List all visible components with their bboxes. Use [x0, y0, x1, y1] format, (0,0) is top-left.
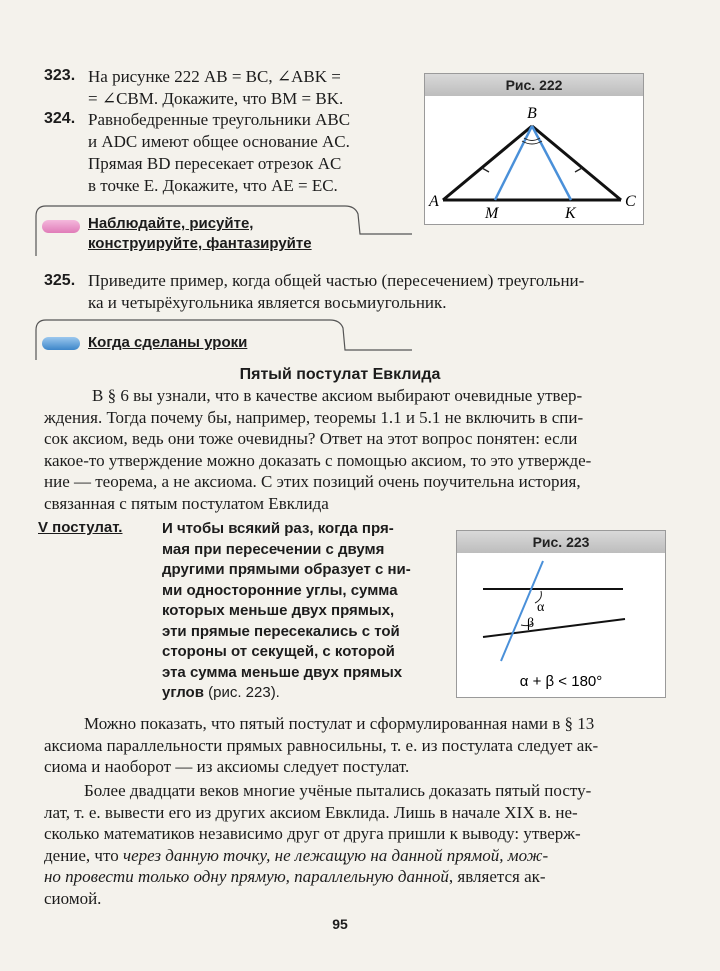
section-2-pill [42, 337, 80, 350]
intro-line: связанная с пятым постулатом Евклида [44, 493, 329, 513]
article-heading: Пятый постулат Евклида [239, 366, 441, 383]
problem-324-line: в точке E. Докажите, что AE = EC. [88, 176, 338, 195]
problem-323-text [88, 66, 418, 110]
paragraph-3-line: сколько математиков независимо друг от друга пришли к выводу: утверж- [44, 824, 581, 844]
figure-223-drawing [457, 553, 665, 697]
paragraph-3 [44, 780, 688, 910]
postulate-line: которых меньше двух прямых, [162, 602, 395, 619]
beta-label: β [527, 616, 535, 631]
problem-325-text [88, 270, 688, 313]
section-1-title-line: Наблюдайте, рисуйте, [88, 215, 254, 232]
paragraph-3-line [44, 866, 688, 888]
intro-line: В § 6 вы узнали, что в качестве аксиом выбирают очевидные утвер- [92, 386, 583, 405]
postulate-text [162, 519, 438, 704]
paragraph-2-line: сиома и наоборот — из аксиомы следует постулат. [44, 757, 410, 777]
postulate-line: ми односторонние углы, сумма [162, 581, 398, 599]
paragraph-3-text: дение, что [44, 845, 123, 865]
line-lower [483, 619, 625, 637]
intro-line: какое-то утверждение можно доказать с помощью аксиом, то это утвержде- [44, 450, 592, 470]
intro-line: ние — теорема, а не аксиома. С этих позиций очень поучительна история, [44, 472, 581, 492]
intro-paragraph [44, 385, 688, 515]
section-1-title-line: конструируйте, фантазируйте [88, 235, 312, 252]
label-b: B [527, 105, 537, 122]
paragraph-2-line: Можно показать, что пятый постулат и сформулированная нами в § 13 [84, 714, 595, 733]
problem-324-line: и ADC имеют общее основание AC. [88, 132, 350, 151]
postulate-line: И чтобы всякий раз, когда пря- [162, 520, 394, 537]
postulate-line: мая при пересечении с двумя [162, 540, 385, 558]
section-1-pill [42, 220, 80, 233]
figure-223-title: Рис. 223 [457, 531, 665, 553]
label-c: C [625, 193, 636, 210]
figure-223-caption: α + β < 180° [519, 673, 603, 690]
section-2-title: Когда сделаны уроки [88, 334, 248, 351]
segment-ab [443, 126, 532, 200]
paragraph-3-line: сиомой. [44, 888, 102, 908]
postulate-last-line [162, 683, 438, 704]
label-a: A [429, 193, 439, 210]
label-m: M [485, 205, 499, 222]
postulate-line: другими прямыми образует с ни- [162, 561, 411, 578]
segment-bm [495, 126, 532, 200]
problem-323-line: = ∠CBM. Докажите, что BM = BK. [88, 89, 344, 108]
figure-222-drawing [425, 96, 643, 224]
intro-line: сок аксиом, ведь они тоже очевидны? Ответ на этот вопрос понятен: если [44, 429, 578, 449]
paragraph-3-line: Более двадцати веков многие учёные пытались доказать пятый посту- [84, 781, 592, 800]
problem-325-line: Приведите пример, когда общей частью (пересечением) треугольни- [88, 271, 585, 290]
figure-223 [456, 530, 666, 698]
postulate-label: V постулат. [38, 519, 123, 536]
problem-324-line: Равнобедренные треугольники ABC [88, 110, 351, 129]
paragraph-3-italic: через данную точку, не лежащую на данной прямой, мож- [122, 845, 549, 865]
segment-bk [532, 126, 571, 200]
figure-222 [424, 73, 644, 225]
paragraph-3-text: , является ак- [448, 867, 546, 887]
tick-mark-bc [575, 168, 582, 172]
label-k: K [565, 205, 576, 222]
paragraph-3-italic: но провести только одну прямую, параллельную данной [44, 867, 449, 887]
problem-324-number: 324. [44, 110, 76, 127]
paragraph-3-line: лат, т. е. вывести его из других аксиом Евклида. Лишь в начале XIX в. не- [44, 802, 578, 822]
tick-mark-ab [482, 168, 489, 172]
intro-line: ждения. Тогда почему бы, например, теоремы 1.1 и 5.1 не включить в спи- [44, 407, 584, 427]
section-1-title [88, 214, 312, 254]
page-number: 95 [332, 916, 348, 932]
problem-325-number: 325. [44, 272, 76, 289]
problem-324-line: Прямая BD пересекает отрезок AC [88, 154, 342, 173]
postulate-line: эти прямые пересекались с той [162, 622, 400, 640]
alpha-label: α [537, 600, 545, 615]
paragraph-2-line: аксиома параллельности прямых равносильны, т. е. из постулата следует ак- [44, 735, 599, 755]
paragraph-3-line [44, 845, 688, 867]
postulate-line: углов [162, 684, 204, 701]
figure-222-title: Рис. 222 [425, 74, 643, 96]
paragraph-2 [44, 713, 688, 778]
problem-325-line: ка и четырёхугольника является восьмиугольник. [88, 292, 447, 312]
segment-bc [532, 126, 621, 200]
problem-324-text [88, 109, 418, 197]
postulate-line: эта сумма меньше двух прямых [162, 663, 403, 681]
problem-323-line: На рисунке 222 AB = BC, ∠ABK = [88, 67, 341, 86]
problem-323-number: 323. [44, 67, 76, 84]
postulate-line: стороны от секущей, с которой [162, 643, 395, 660]
figure-reference: (рис. 223). [208, 684, 280, 701]
